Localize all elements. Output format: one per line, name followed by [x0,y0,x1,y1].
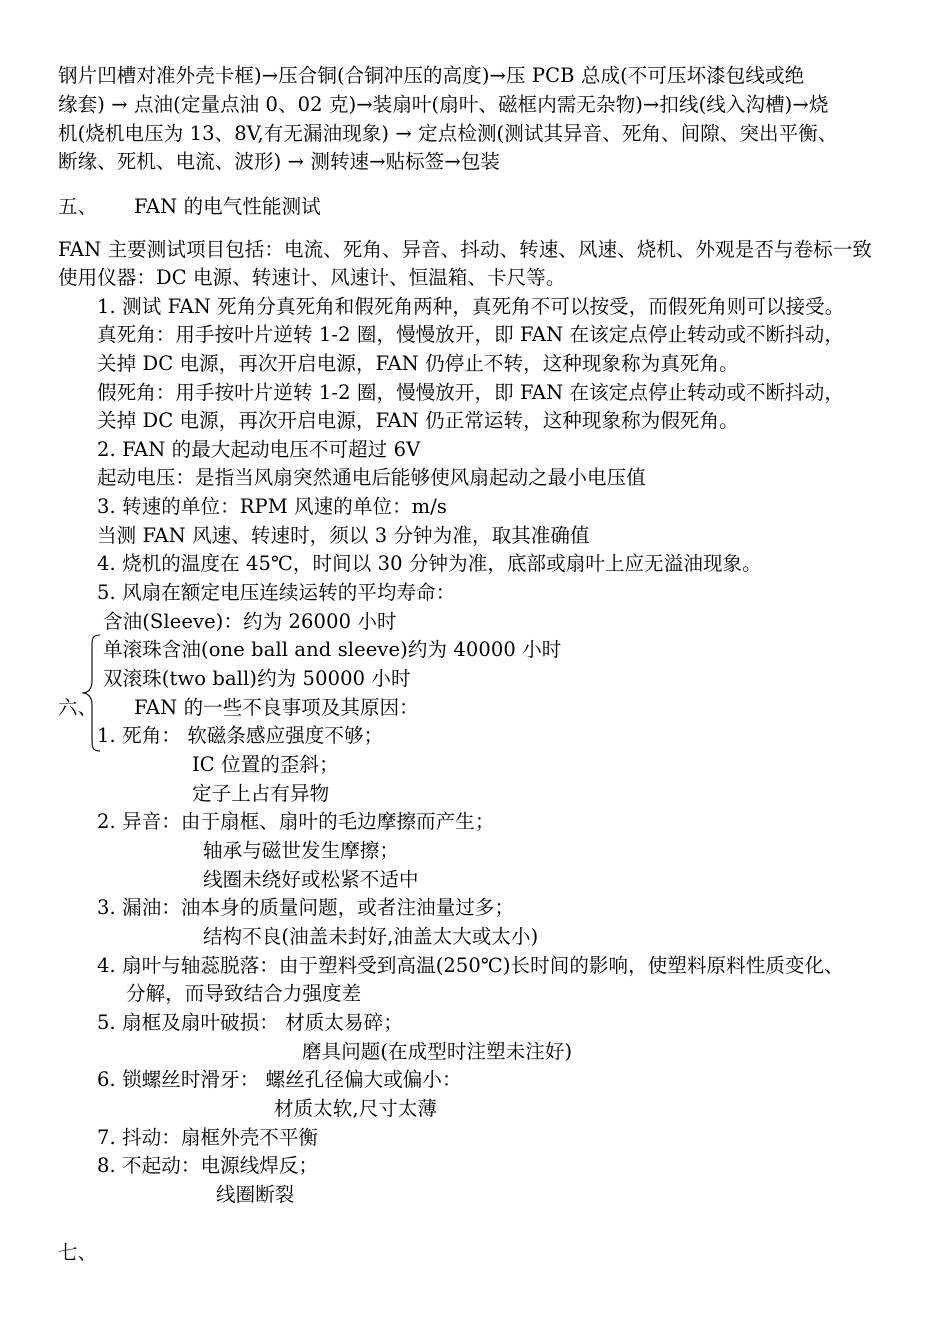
intro-line-3: 机(烧机电压为 13、8V,有无漏油现象) → 定点检测(测试其异音、死角、间隙、突出平衡、 [58,122,838,145]
section-6-number: 六、 [58,696,98,719]
defect-1: 1. 死角： 软磁条感应强度不够； [97,724,384,747]
section-5-number: 五、 [58,195,98,218]
defect-2-cause-3: 线圈未绕好或松紧不适中 [203,868,419,891]
section-5-items: FAN 主要测试项目包括：电流、死角、异音、抖动、转速、风速、烧机、外观是否与卷标一致 [58,238,872,261]
defect-5: 5. 扇框及扇叶破损： 材质太易碎； [97,1011,403,1034]
defect-1-cause-3: 定子上占有异物 [192,782,330,805]
item-2-start-voltage: 2. FAN 的最大起动电压不可超过 6V [97,438,421,461]
defect-5-cause-2: 磨具问题(在成型时注塑未注好) [302,1040,573,1063]
item-3-measure: 当测 FAN 风速、转速时，须以 3 分钟为准，取其准确值 [97,524,590,547]
section-5-instruments: 使用仪器：DC 电源、转速计、风速计、恒温箱、卡尺等。 [58,266,566,289]
intro-line-4: 断缘、死机、电流、波形) → 测转速→贴标签→包装 [58,150,501,173]
item-1-true-dead-angle: 真死角：用手按叶片逆转 1-2 圈，慢慢放开，即 FAN 在该定点停止转动或不断抖动， [97,323,844,346]
item-1-dead-angle: 1. 测试 FAN 死角分真死角和假死角两种，真死角不可以按受，而假死角则可以接受。 [97,295,845,318]
defect-6-cause-2: 材质太软,尺寸太薄 [274,1097,438,1120]
defect-4-cont: 分解，而导致结合力强度差 [126,982,362,1005]
defect-8-cause-2: 线圈断裂 [216,1183,295,1206]
defect-3-cause-2: 结构不良(油盖未封好,油盖太大或太小) [203,925,539,948]
defect-2-cause-2: 轴承与磁世发生摩擦； [203,839,400,862]
item-5-lifetime: 5. 风扇在额定电压连续运转的平均寿命： [97,581,456,604]
defect-1-cause-2: IC 位置的歪斜； [192,753,339,776]
item-1-true-dead-angle-cont: 关掉 DC 电源，再次开启电源，FAN 仍停止不转，这种现象称为真死角。 [97,352,739,375]
intro-line-2: 缘套) → 点油(定量点油 0、02 克)→装扇叶(扇叶、磁框内需无杂物)→扣线(线入沟槽)→烧 [58,93,829,116]
intro-line-1: 钢片凹槽对准外壳卡框)→压合铜(合铜冲压的高度)→压 PCB 总成(不可压坏漆包线或绝 [58,64,805,87]
item-1-false-dead-angle: 假死角：用手按叶片逆转 1-2 圈，慢慢放开，即 FAN 在该定点停止转动或不断抖动， [97,381,844,404]
section-5-title: FAN 的电气性能测试 [134,195,321,218]
item-5-one-ball: 单滚珠含油(one ball and sleeve)约为 40000 小时 [103,638,562,661]
defect-7: 7. 抖动：扇框外壳不平衡 [97,1126,319,1149]
item-4-burn-in: 4. 烧机的温度在 45℃，时间以 30 分钟为准，底部或扇叶上应无溢油现象。 [97,552,762,575]
defect-6: 6. 锁螺丝时滑牙： 螺丝孔径偏大或偏小： [97,1068,462,1091]
defect-2: 2. 异音：由于扇框、扇叶的毛边摩擦而产生； [97,810,495,833]
item-1-false-dead-angle-cont: 关掉 DC 电源，再次开启电源，FAN 仍正常运转，这种现象称为假死角。 [97,409,739,432]
item-5-sleeve: 含油(Sleeve)：约为 26000 小时 [103,610,397,633]
defect-3: 3. 漏油：油本身的质量问题，或者注油量过多； [97,896,515,919]
section-6-title: FAN 的一些不良事项及其原因： [134,696,419,719]
item-2-definition: 起动电压：是指当风扇突然通电后能够使风扇起动之最小电压值 [97,466,646,489]
defect-8: 8. 不起动：电源线焊反； [97,1154,319,1177]
item-3-units: 3. 转速的单位：RPM 风速的单位：m/s [97,495,448,518]
defect-4: 4. 扇叶与轴蕊脱落：由于塑料受到高温(250℃)长时间的影响，使塑料原料性质变化、 [97,954,844,977]
item-5-two-ball: 双滚珠(two ball)约为 50000 小时 [103,667,411,690]
section-7-number: 七、 [58,1241,98,1264]
